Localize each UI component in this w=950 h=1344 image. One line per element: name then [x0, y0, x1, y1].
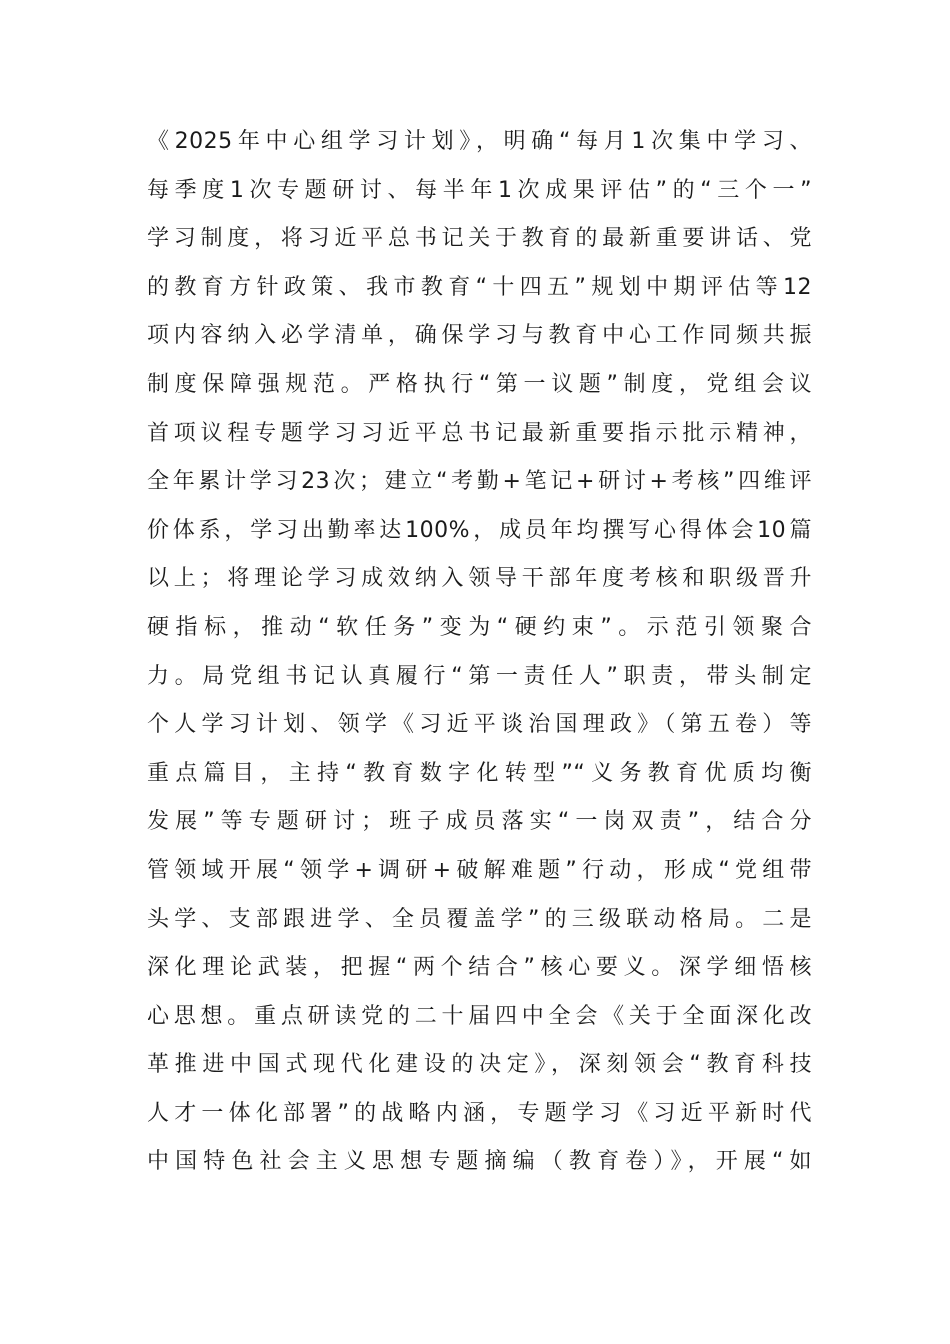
text-line: 项内容纳入必学清单，确保学习与教育中心工作同频共振 [147, 323, 812, 349]
text-line: 中国特色社会主义思想专题摘编（教育卷）》，开展“如 [147, 1149, 812, 1175]
text-line: 首项议程专题学习习近平总书记最新重要指示批示精神， [147, 420, 812, 446]
text-line: 的教育方针政策、我市教育“十四五”规划中期评估等12 [147, 274, 812, 300]
text-line: 管领域开展“领学+调研+破解难题”行动，形成“党组带 [147, 857, 812, 883]
text-line: 头学、支部跟进学、全员覆盖学”的三级联动格局。二是 [147, 906, 812, 932]
body-paragraph [147, 118, 812, 1187]
text-line: 《2025年中心组学习计划》，明确“每月1次集中学习、 [147, 129, 812, 154]
text-line: 学习制度，将习近平总书记关于教育的最新重要讲话、党 [147, 226, 812, 252]
text-line: 心思想。重点研读党的二十届四中全会《关于全面深化改 [147, 1003, 812, 1029]
text-line: 个人学习计划、领学《习近平谈治国理政》（第五卷）等 [147, 712, 812, 738]
text-line: 硬指标，推动“软任务”变为“硬约束”。示范引领聚合 [147, 614, 812, 640]
text-line: 人才一体化部署”的战略内涵，专题学习《习近平新时代 [147, 1100, 812, 1126]
text-line: 价体系，学习出勤率达100%，成员年均撰写心得体会10篇 [147, 517, 812, 543]
text-line: 发展”等专题研讨；班子成员落实“一岗双责”，结合分 [147, 809, 812, 835]
text-line: 深化理论武装，把握“两个结合”核心要义。深学细悟核 [147, 955, 812, 981]
text-line: 重点篇目，主持“教育数字化转型”“义务教育优质均衡 [147, 760, 812, 786]
text-line: 全年累计学习23次；建立“考勤+笔记+研讨+考核”四维评 [147, 469, 812, 495]
text-line: 制度保障强规范。严格执行“第一议题”制度，党组会议 [147, 371, 812, 397]
text-line: 每季度1次专题研讨、每半年1次成果评估”的“三个一” [147, 177, 812, 203]
text-line: 力。局党组书记认真履行“第一责任人”职责，带头制定 [147, 663, 812, 689]
text-line: 革推进中国式现代化建设的决定》，深刻领会“教育科技 [147, 1052, 812, 1078]
text-line: 以上；将理论学习成效纳入领导干部年度考核和职级晋升 [147, 566, 812, 592]
